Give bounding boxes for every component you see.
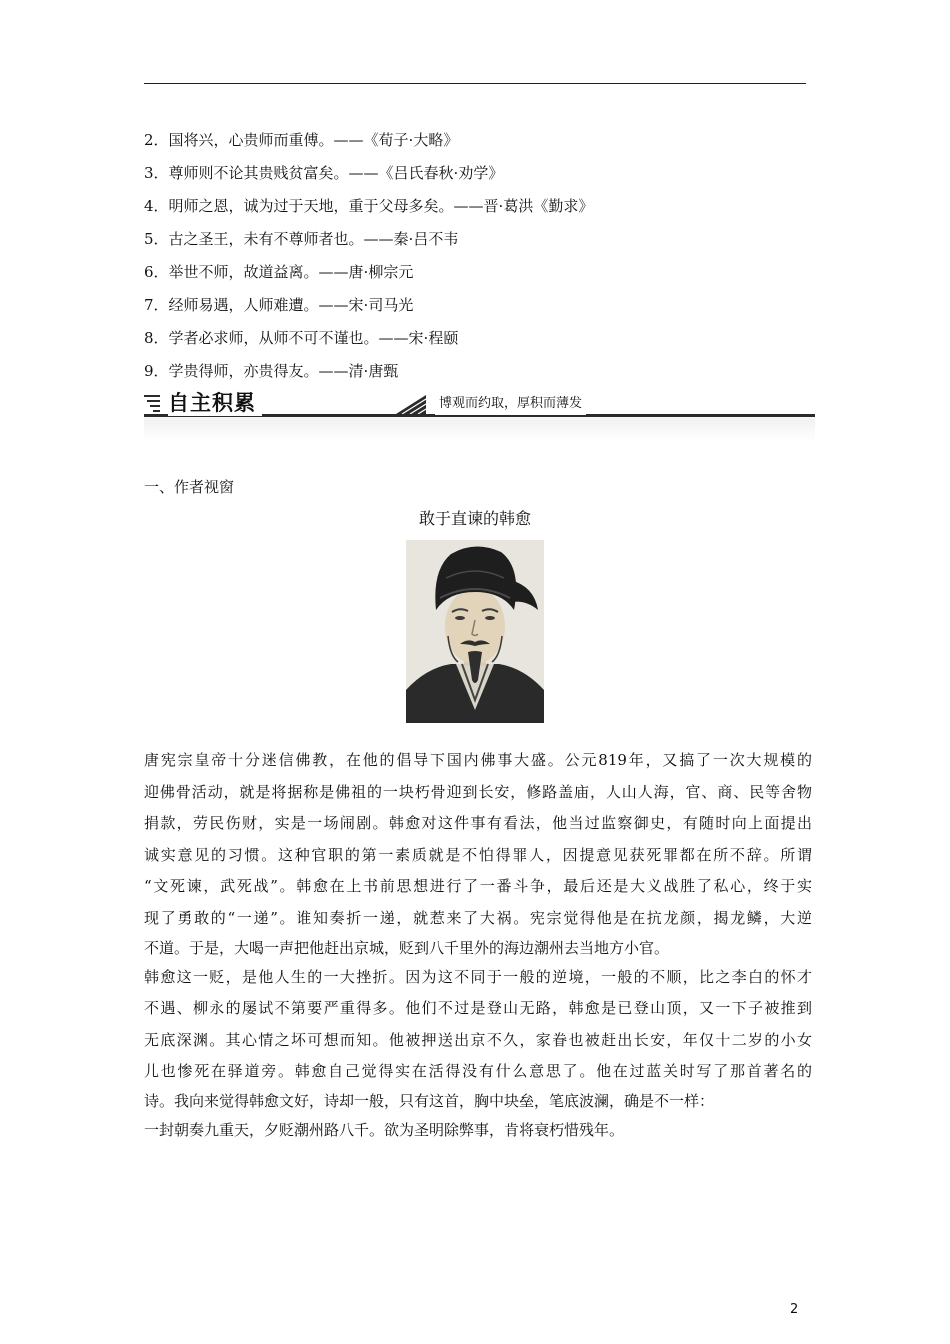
- header-rule: [144, 83, 806, 84]
- quote-item: 8．学者必求师，从师不可不谨也。——宋·程颐: [144, 329, 459, 347]
- body-line: 不道。于是，大喝一声把他赶出京城，贬到八千里外的海边潮州去当地方小官。: [144, 938, 670, 957]
- body-line: 迎佛骨活动，就是将据称是佛祖的一块朽骨迎到长安，修路盖庙，人山人海，官、商、民等舍物: [144, 782, 812, 801]
- banner-subtitle: 博观而约取，厚积而薄发: [435, 393, 586, 415]
- body-line: 唐宪宗皇帝十分迷信佛教，在他的倡导下国内佛事大盛。公元819年，又搞了一次大规模的: [144, 751, 812, 769]
- quote-item: 3．尊师则不论其贵贱贫富矣。——《吕氏春秋·劝学》: [144, 164, 504, 182]
- section-banner: [144, 390, 815, 442]
- body-line: 不遇、柳永的屡试不第要严重得多。他们不过是登山无路，韩愈是已登山顶，又一下子被推到: [144, 999, 812, 1018]
- quote-item: 7．经师易遇，人师难遭。——宋·司马光: [144, 296, 414, 314]
- article-body: [144, 745, 812, 1147]
- page-number: 2: [790, 1302, 799, 1317]
- banner-title: 自主积累: [168, 390, 262, 416]
- body-line: 一封朝奏九重天，夕贬潮州路八千。欲为圣明除弊事，肯将衰朽惜残年。: [144, 1120, 625, 1139]
- article-title: 敢于直谏的韩愈: [418, 509, 531, 528]
- quote-item: 5．古之圣王，未有不尊师者也。——秦·吕不韦: [144, 230, 459, 248]
- stripes-icon: [144, 395, 160, 413]
- quote-list: [144, 124, 806, 388]
- body-line: 捐款，劳民伤财，实是一场闹剧。韩愈对这件事有看法，他当过监察御史，有随时向上面提出: [144, 814, 812, 833]
- body-line: 现了勇敢的“一递”。谁知奏折一递，就惹来了大祸。宪宗觉得他是在抗龙颜，揭龙鳞，大逆: [144, 908, 812, 927]
- wedge-icon: [396, 395, 426, 414]
- quote-item: 6．举世不师，故道益离。——唐·柳宗元: [144, 263, 414, 281]
- body-line: 诚实意见的习惯。这种官职的第一素质就是不怕得罪人，因提意见获死罪都在所不辞。所谓: [144, 845, 812, 864]
- quote-item: 4．明师之恩，诚为过于天地，重于父母多矣。——晋·葛洪《勤求》: [144, 197, 594, 215]
- quote-item: 9．学贵得师，亦贵得友。——清·唐甄: [144, 362, 399, 380]
- body-line: 诗。我向来觉得韩愈文好，诗却一般，只有这首，胸中块垒，笔底波澜，确是不一样：: [144, 1091, 715, 1110]
- body-line: “文死谏，武死战”。韩愈在上书前思想进行了一番斗争，最后还是大义战胜了私心，终于实: [144, 877, 812, 896]
- portrait-image: [406, 540, 544, 723]
- body-line: 儿也惨死在驿道旁。韩愈自己觉得实在活得没有什么意思了。他在过蓝关时写了那首著名的: [144, 1062, 812, 1081]
- quote-item: 2．国将兴，心贵师而重傅。——《荀子·大略》: [144, 131, 459, 149]
- section-heading: 一、作者视窗: [144, 478, 235, 496]
- body-line: 韩愈这一贬，是他人生的一大挫折。因为这不同于一般的逆境，一般的不顺，比之李白的怀才: [144, 967, 812, 986]
- body-line: 无底深渊。其心情之坏可想而知。他被押送出京不久，家眷也被赶出长安，年仅十二岁的小女: [144, 1030, 812, 1049]
